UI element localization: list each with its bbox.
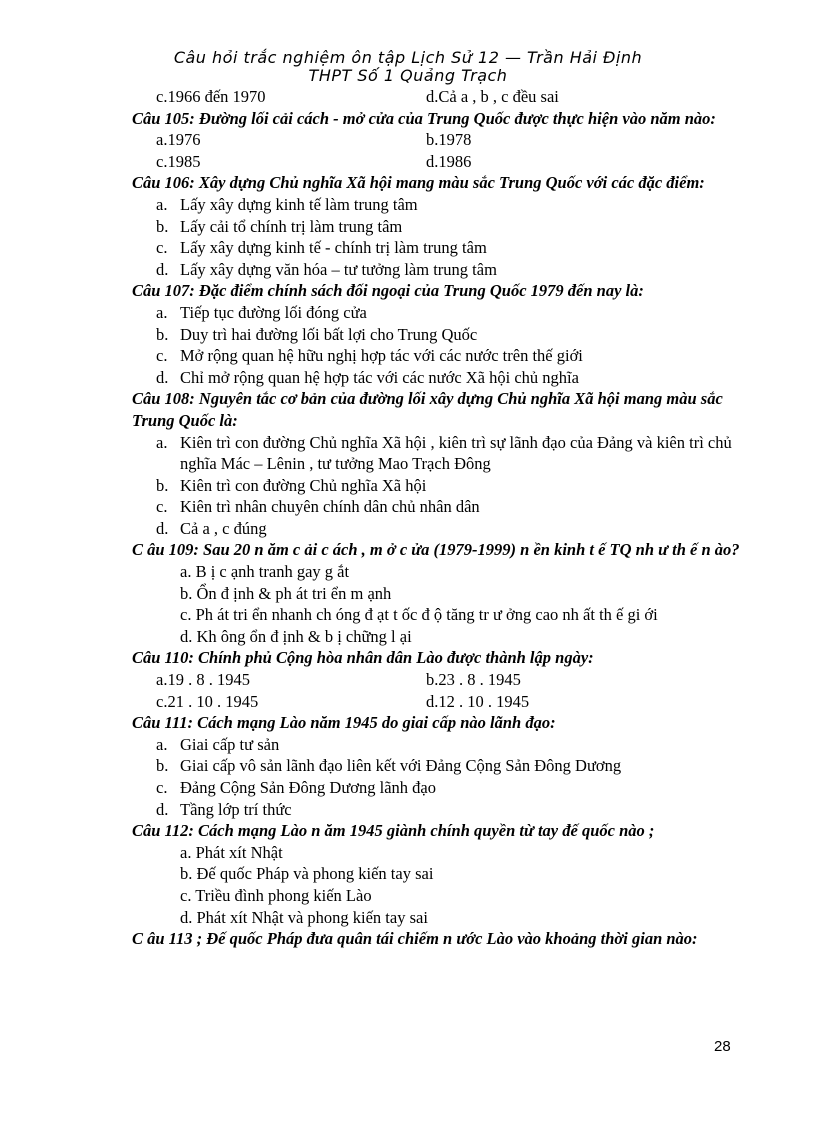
answer-option: a. B ị c ạnh tranh gay g ắt	[180, 562, 350, 582]
answer-row	[132, 86, 742, 108]
option-text: Duy trì hai đường lối bất lợi cho Trung Quốc	[180, 324, 478, 344]
option-text: Giai cấp tư sản	[180, 734, 280, 754]
question-110: Câu 110: Chính phủ Cộng hòa nhân dân Lào được thành lập ngày:	[132, 648, 594, 668]
question-107: Câu 107: Đặc điểm chính sách đối ngoại của Trung Quốc 1979 đến nay là:	[132, 281, 644, 301]
option-text: Lấy xây dựng kinh tế - chính trị làm trung tâm	[180, 238, 487, 258]
option-label: c.	[156, 346, 168, 366]
option-text: Tầng lớp trí thức	[180, 799, 292, 819]
answer-option	[132, 216, 742, 238]
question-105: Câu 105: Đường lối cải cách - mở cửa của Trung Quốc được thực hiện vào năm nào:	[132, 108, 716, 128]
answer-option: c. Ph át tri ển nhanh ch óng đ ạt t ốc đ ộ tăng tr ư ởng cao nh ất th ế gi ới	[180, 605, 658, 625]
answer-option: a.1976	[156, 130, 201, 150]
option-label: a.	[156, 734, 168, 754]
option-label: b.	[156, 216, 169, 236]
option-label: b.	[156, 475, 169, 495]
answer-row	[132, 669, 742, 691]
answer-option	[132, 777, 742, 799]
option-label: d.	[156, 799, 169, 819]
answer-option: d.12 . 10 . 1945	[426, 691, 530, 711]
answer-option	[132, 194, 742, 216]
question-112: Câu 112: Cách mạng Lào n ăm 1945 giành chính quyền từ tay đế quốc nào ;	[132, 821, 655, 841]
option-text: Đảng Cộng Sản Đông Dương lãnh đạo	[180, 778, 436, 797]
answer-row	[132, 129, 742, 151]
answer-option: d.Cả a , b , c đều sai	[426, 87, 559, 106]
answer-option	[132, 237, 742, 259]
answer-option	[132, 324, 742, 346]
answer-option: d. Kh ông ổn đ ịnh & b ị chững l ại	[180, 626, 412, 646]
page-header-school: THPT Số 1 Quảng Trạch	[308, 66, 508, 85]
answer-option	[132, 518, 742, 540]
question-111: Câu 111: Cách mạng Lào năm 1945 do giai cấp nào lãnh đạo:	[132, 713, 556, 733]
answer-option: a. Phát xít Nhật	[180, 842, 283, 862]
answer-option: b. Đế quốc Pháp và phong kiến tay sai	[180, 864, 434, 884]
option-label: c.	[156, 497, 168, 517]
option-text: Kiên trì nhân chuyên chính dân chủ nhân dân	[180, 497, 480, 517]
answer-option	[132, 475, 742, 497]
question-108: Câu 108: Nguyên tắc cơ bản của đường lối xây dựng Chủ nghĩa Xã hội mang màu sắc Trung Quốc là:	[132, 389, 723, 430]
answer-option	[132, 755, 742, 777]
option-text: Mở rộng quan hệ hữu nghị hợp tác với các nước trên thế giới	[180, 346, 583, 366]
answer-option: c. Triều đình phong kiến Lào	[180, 885, 372, 905]
answer-option	[132, 259, 742, 281]
option-label: b.	[156, 324, 169, 344]
option-text: Kiên trì con đường Chủ nghĩa Xã hội	[180, 475, 427, 495]
question-106: Câu 106: Xây dựng Chủ nghĩa Xã hội mang màu sắc Trung Quốc với các đặc điểm:	[132, 173, 705, 193]
answer-row	[132, 691, 742, 713]
answer-option	[132, 432, 742, 475]
option-label: d.	[156, 518, 169, 538]
option-text: Lấy xây dựng kinh tế làm trung tâm	[180, 194, 418, 214]
answer-option	[132, 345, 742, 367]
answer-option: d.1986	[426, 151, 472, 171]
question-113: C âu 113 ; Đế quốc Pháp đưa quân tái chiếm n ước Lào vào khoảng thời gian nào:	[132, 929, 698, 949]
option-label: a.	[156, 432, 168, 452]
answer-option: a.19 . 8 . 1945	[156, 670, 250, 690]
option-text: Lấy xây dựng văn hóa – tư tưởng làm trung tâm	[180, 259, 497, 279]
option-label: a.	[156, 194, 168, 214]
answer-option	[132, 367, 742, 389]
option-label: c.	[156, 238, 168, 258]
answer-option: b.1978	[426, 130, 472, 150]
answer-option	[132, 302, 742, 324]
answer-option: b. Ổn đ ịnh & ph át tri ển m ạnh	[180, 583, 392, 603]
question-109: C âu 109: Sau 20 n ăm c ải c ách , m ở c ửa (1979-1999) n ền kinh t ế TQ nh ư th ế n ào?	[132, 540, 740, 560]
option-label: d.	[156, 367, 169, 387]
option-label: b.	[156, 756, 169, 776]
option-text: Tiếp tục đường lối đóng cửa	[180, 302, 367, 322]
option-text: Lấy cải tổ chính trị làm trung tâm	[180, 216, 403, 236]
option-label: c.	[156, 778, 168, 797]
answer-option	[132, 734, 742, 756]
answer-option: d. Phát xít Nhật và phong kiến tay sai	[180, 907, 428, 927]
option-text: Chỉ mở rộng quan hệ hợp tác với các nước Xã hội chủ nghĩa	[180, 367, 579, 387]
page-header-title: Câu hỏi trắc nghiệm ôn tập Lịch Sử 12 — Trần Hải Định	[173, 48, 643, 67]
answer-option	[132, 799, 742, 821]
option-text: Kiên trì con đường Chủ nghĩa Xã hội , kiên trì sự lãnh đạo của Đảng và kiên trì chủ nghĩa Mác – Lênin , tư tưởng Mao Trạch Đông	[180, 432, 732, 474]
page-number: 28	[714, 1038, 731, 1055]
answer-option: b.23 . 8 . 1945	[426, 670, 521, 690]
document-body	[132, 86, 742, 950]
answer-option: c.1966 đến 1970	[156, 87, 266, 106]
answer-option: c.21 . 10 . 1945	[156, 691, 259, 711]
answer-row	[132, 151, 742, 173]
answer-option	[132, 496, 742, 518]
answer-option: c.1985	[156, 151, 201, 171]
option-label: a.	[156, 302, 168, 322]
option-label: d.	[156, 259, 169, 279]
option-text: Cả a , c đúng	[180, 518, 267, 538]
option-text: Giai cấp vô sản lãnh đạo liên kết với Đảng Cộng Sản Đông Dương	[180, 756, 622, 776]
